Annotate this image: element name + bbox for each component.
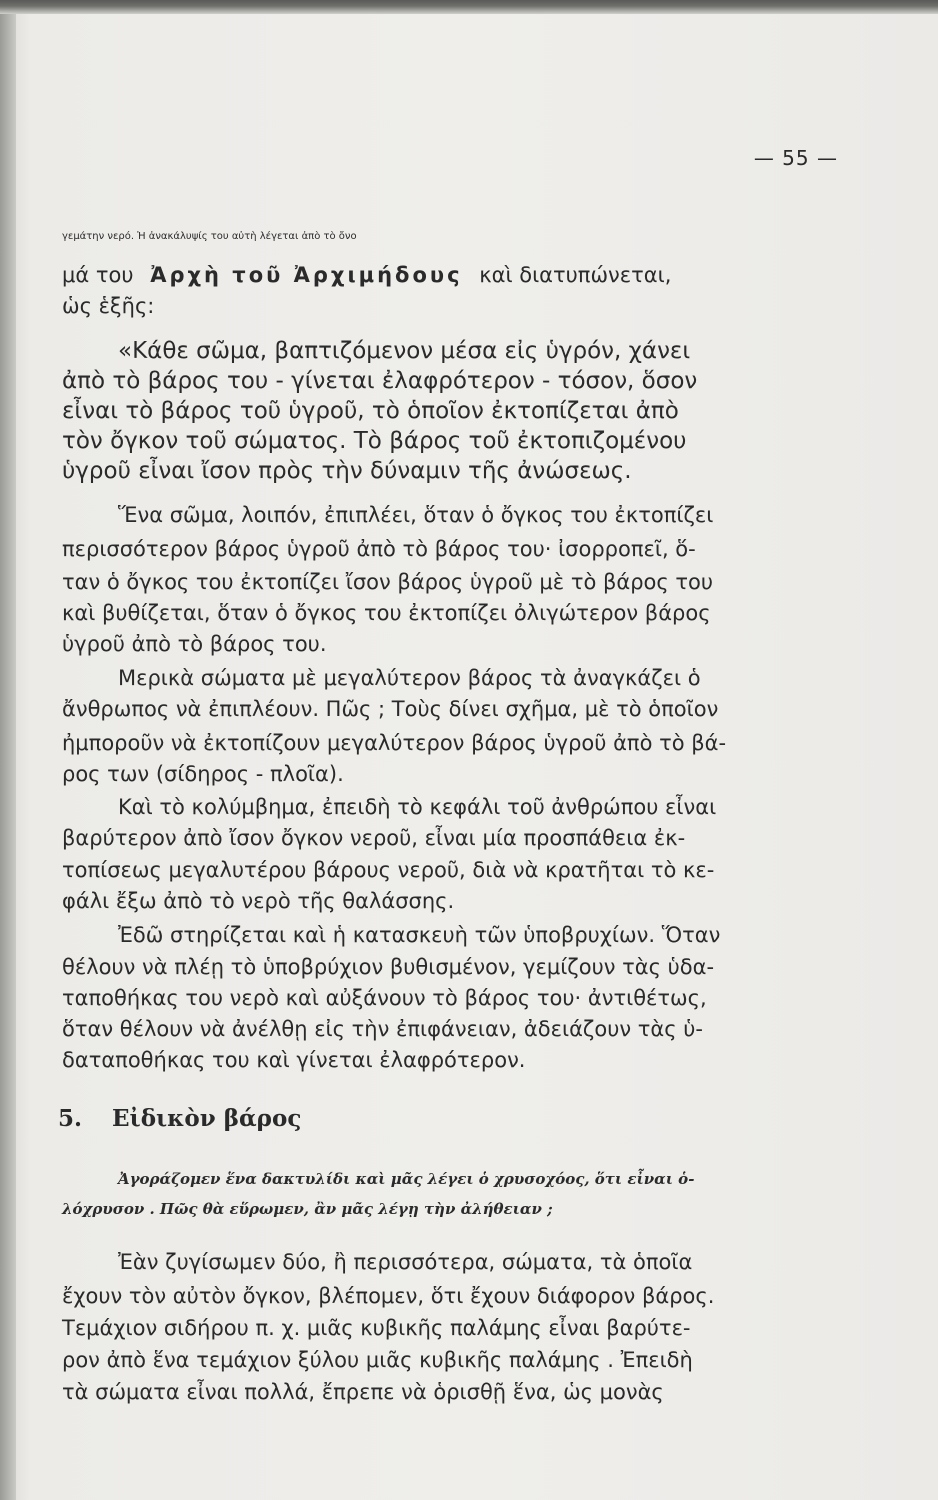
body-line: Μερικὰ σώματα μὲ μεγαλύτερον βάρος τὰ ἀναγκάζει ὁ [118,666,701,690]
body-line: θέλουν νὰ πλέῃ τὸ ὑποβρύχιον βυθισμένον, γεμίζουν τὰς ὑδα- [62,955,715,979]
page-binding-edge [0,0,16,1500]
body-line: τοπίσεως μεγαλυτέρου βάρους νεροῦ, διὰ νὰ κρατῆται τὸ κε- [62,858,715,882]
principle-line: «Κάθε σῶμα, βαπτιζόμενον μέσα εἰς ὑγρόν, χάνει [118,338,691,364]
body-line: Ἕνα σῶμα, λοιπόν, ἐπιπλέει, ὅταν ὁ ὄγκος του ἐκτοπίζει [118,503,714,527]
body-line: περισσότερον βάρος ὑγροῦ ἀπὸ τὸ βάρος του· ἰσορροπεῖ, ὅ- [62,537,696,561]
body-line: ρον ἀπὸ ἕνα τεμάχιον ξύλου μιᾶς κυβικῆς παλάμης . Ἐπειδὴ [62,1348,693,1372]
page-number: — 55 — [753,146,838,170]
body-line: ταν ὁ ὄγκος του ἐκτοπίζει ἴσον βάρος ὑγροῦ μὲ τὸ βάρος του [62,570,714,594]
text-line: ὡς ἑξῆς: [62,294,155,318]
body-line: ἔχουν τὸν αὐτὸν ὄγκον, βλέπομεν, ὅτι ἔχουν διάφορον βάρος. [62,1284,715,1308]
text-line [62,265,671,286]
section-heading [58,1105,301,1132]
top-shadow [0,0,938,14]
principle-name: Ἀρχὴ τοῦ Ἀρχιμήδους [150,263,463,287]
question-line: λόχρυσον . Πῶς θὰ εὕρωμεν, ἂν μᾶς λέγῃ τὴν ἀλήθειαν ; [62,1200,553,1218]
body-line: ἄνθρωπος νὰ ἐπιπλέουν. Πῶς ; Τοὺς δίνει σχῆμα, μὲ τὸ ὁποῖον [62,697,719,721]
body-line: δαταποθήκας του καὶ γίνεται ἐλαφρότερον. [62,1048,526,1072]
body-line: Ἐὰν ζυγίσωμεν δύο, ἢ περισσότερα, σώματα, τὰ ὁποῖα [118,1250,693,1274]
body-line: τὰ σώματα εἶναι πολλά, ἔπρεπε νὰ ὁρισθῇ ἕνα, ὡς μονὰς [62,1380,664,1404]
body-line: ὑγροῦ ἀπὸ τὸ βάρος του. [62,632,327,656]
question-line: Ἀγοράζομεν ἕνα δακτυλίδι καὶ μᾶς λέγει ὁ χρυσοχόος, ὅτι εἶναι ὁ- [118,1170,695,1188]
body-line: καὶ βυθίζεται, ὅταν ὁ ὄγκος του ἐκτοπίζει ὀλιγώτερον βάρος [62,601,711,625]
text-fragment: καὶ διατυπώνεται, [479,263,672,287]
section-title: Εἰδικὸν βάρος [112,1105,302,1132]
body-line: Τεμάχιον σιδήρου π. χ. μιᾶς κυβικῆς παλάμης εἶναι βαρύτε- [62,1316,691,1340]
text-line: γεμάτην νερό. Ἡ ἀνακάλυψίς του αὐτὴ λέγεται ἀπὸ τὸ ὄνο [62,231,357,242]
principle-line: τὸν ὄγκον τοῦ σώματος. Τὸ βάρος τοῦ ἐκτοπιζομένου [62,428,687,454]
principle-line: ἀπὸ τὸ βάρος του - γίνεται ἐλαφρότερον - τόσον, ὅσον [62,368,698,394]
body-line: ἠμποροῦν νὰ ἐκτοπίζουν μεγαλύτερον βάρος ὑγροῦ ἀπὸ τὸ βά- [62,731,727,755]
body-line: Ἐδῶ στηρίζεται καὶ ἡ κατασκευὴ τῶν ὑποβρυχίων. Ὅταν [118,923,721,947]
body-line: Καὶ τὸ κολύμβημα, ἐπειδὴ τὸ κεφάλι τοῦ ἀνθρώπου εἶναι [118,795,717,819]
principle-line: εἶναι τὸ βάρος τοῦ ὑγροῦ, τὸ ὁποῖον ἐκτοπίζεται ἀπὸ [62,398,679,424]
body-line: ὅταν θέλουν νὰ ἀνέλθῃ εἰς τὴν ἐπιφάνειαν, ἀδειάζουν τὰς ὑ- [62,1017,703,1041]
body-line: βαρύτερον ἀπὸ ἴσον ὄγκον νεροῦ, εἶναι μία προσπάθεια ἐκ- [62,826,686,850]
text-fragment: μά του [62,263,134,287]
principle-line: ὑγροῦ εἶναι ἴσον πρὸς τὴν δύναμιν τῆς ἀνώσεως. [62,458,632,484]
body-line: ταποθήκας του νερὸ καὶ αὐξάνουν τὸ βάρος του· ἀντιθέτως, [62,986,707,1010]
body-line: ρος των (σίδηρος - πλοῖα). [62,762,344,786]
section-number: 5. [58,1105,83,1132]
body-line: φάλι ἔξω ἀπὸ τὸ νερὸ τῆς θαλάσσης. [62,889,455,913]
